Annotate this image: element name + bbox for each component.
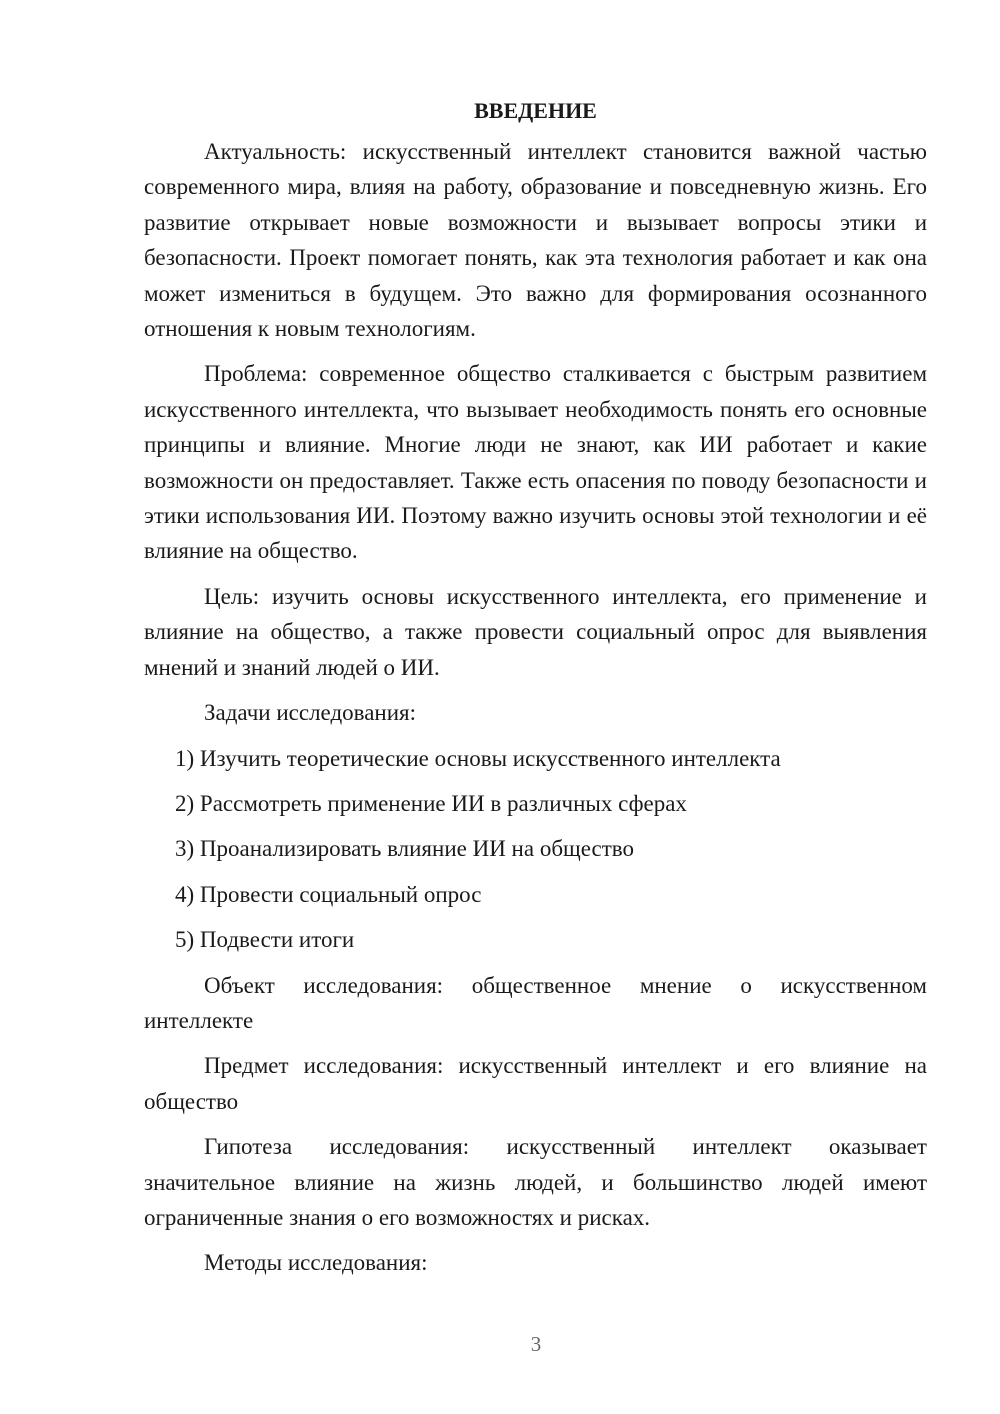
object-paragraph: Объект исследования: общественное мнение о искусственном интеллекте <box>144 972 927 1033</box>
subject-paragraph: Предмет исследования: искусственный интеллект и его влияние на общество <box>144 1053 927 1114</box>
document-page <box>144 92 927 1291</box>
list-item: 3) Проанализировать влияние ИИ на общество <box>175 836 634 862</box>
goal-paragraph: Цель: изучить основы искусственного интеллекта, его применение и влияние на общество, а также провести социальный опрос для выявления мнений и знаний людей о ИИ. <box>144 583 927 680</box>
list-item: 5) Подвести итоги <box>175 927 355 953</box>
page-number: 3 <box>530 1332 542 1356</box>
tasks-heading: Задачи исследования: <box>204 700 417 726</box>
problem-paragraph: Проблема: современное общество сталкивается с быстрым развитием искусственного интеллекта, что вызывает необходимость понять его основные принципы и влияние. Многие люди не знают, как ИИ работает и какие возможности он предоставляет. Также есть опасения по поводу безопасности и этики использования ИИ. Поэтому важно изучить основы этой технологии и её влияние на общество. <box>144 361 927 564</box>
list-item: 1) Изучить теоретические основы искусственного интеллекта <box>175 745 781 771</box>
page-title: ВВЕДЕНИЕ <box>474 98 597 123</box>
methods-heading: Методы исследования: <box>204 1250 428 1276</box>
relevance-paragraph: Актуальность: искусственный интеллект становится важной частью современного мира, влияя на работу, образование и повседневную жизнь. Его развитие открывает новые возможности и вызывает вопросы этики и безопасности. Проект помогает понять, как эта технология работает и как она может измениться в будущем. Это важно для формирования осознанного отношения к новым технологиям. <box>144 139 927 342</box>
list-item: 2) Рассмотреть применение ИИ в различных сферах <box>175 790 687 816</box>
list-item: 4) Провести социальный опрос <box>175 881 482 907</box>
hypothesis-paragraph: Гипотеза исследования: искусственный интеллект оказывает значительное влияние на жизнь людей, и большинство людей имеют ограниченные знания о его возможностях и рисках. <box>144 1134 927 1230</box>
tasks-list <box>144 741 927 958</box>
